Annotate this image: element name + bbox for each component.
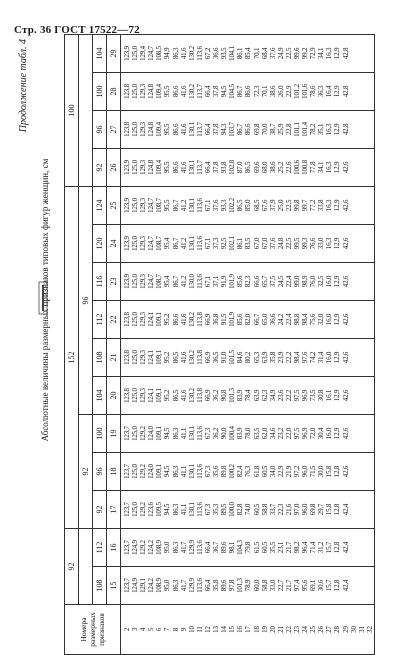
sub-col: 104 [93,377,107,415]
row-label-header: Номера размерных признаков [65,605,121,655]
group-b-sub-96: 96 [79,186,93,414]
header-row-1 [65,34,79,654]
sub-col: 100 [93,415,107,453]
header-row-sub [93,34,107,654]
sub-col: 92 [93,491,107,529]
sub-col: 108 [93,567,107,605]
data-column-cell: 123,7 125,0 129,2 124,0 109,1 94,5 86,3 41,1 130,1 113,6 67,3 35,6 89,8 100,2 82,4 76,3 61,8 60,5 34,0 22,9 21,9 97,2 96,0 71,5 30,0 15,8 12,8 42,6 [121,453,375,491]
data-column-cell: 123,9 125,0 129,3 124,7 108,7 95,4 86,7 41,2 130,1 113,6 67,1 37,3 92,5 102,1 86,1 83,5 67,0 67,0 37,6 24,8 22,5 99,5 99,3 76,6 33,0 16,3 12,9 42,6 [121,225,375,263]
group-b-header: 152 [65,186,79,528]
stamp-mark-icon [36,281,50,315]
rotated-table-area [16,35,408,655]
continuation-label: Продолжение табл. 4 [18,39,29,133]
data-column-cell: 123,8 125,0 129,3 124,1 109,1 95,2 86,5 41,6 130,2 113,8 66,9 36,2 90,8 101,3 83,9 78,4 63,9 62,3 34,9 23,6 22,2 97,5 96,9 73,5 30,8 16,1 12,9 42,6 [121,377,375,415]
sub-col: 96 [93,110,107,148]
sub-col: 108 [93,339,107,377]
col-number: 17 [107,491,121,529]
data-column-cell: 123,9 125,0 129,3 124,8 109,4 95,5 86,6 41,6 130,1 113,7 66,4 37,8 93,8 102,8 87,0 86,5 69,6 68,0 38,6 25,2 22,6 100,6 100,8 77,8 34,1 16,3 12,9 42,6 [121,148,375,186]
col-number: 27 [107,110,121,148]
data-body-row [121,34,375,654]
data-column-cell: 123,7 124,9 129,2 124,2 108,9 95,0 86,3 41,7 129,9 113,6 66,4 36,7 89,6 98,1 104,3 79,8 61,5 60,5 35,5 23,1 21,7 98,2 96,4 71,4 31,2 15,7 12,8 42,4 [121,529,375,567]
group-c-spacer [79,34,93,186]
col-number: 16 [107,529,121,567]
col-number: 21 [107,339,121,377]
data-column-cell: 123,7 125,0 129,2 124,0 109,1 94,5 86,3 41,1 130,1 113,6 67,3 36,2 90,0 100,4 83,9 78,0 63,5 62,0 34,6 23,2 22,0 97,5 96,9 72,0 30,4 16,0 12,9 42,6 [121,415,375,453]
data-column-cell: 123,8 125,0 129,3 124,8 109,4 95,5 86,6 41,6 130,2 113,7 66,4 37,8 94,5 104,5 86,7 86,6 72,3 70,1 38,6 26,0 22,9 101,2 101,6 78,6 36,3 16,4 12,9 42,8 [121,72,375,110]
col-number: 22 [107,301,121,339]
sub-col: 116 [93,263,107,301]
data-column-cell: 123,9 125,0 129,4 124,7 108,5 94,9 86,3 41,6 130,2 113,6 67,2 36,6 93,5 104,1 86,1 85,4 70,1 68,4 37,6 24,9 22,5 99,6 99,2 72,9 34,1 16,3 12,9 42,8 [121,34,375,72]
page-header: Стр. 36 ГОСТ 17522—72 [14,24,140,36]
sub-col: 96 [93,453,107,491]
table-caption: Абсолютные величины размерных признаков типовых фигур женщин, см [40,158,50,442]
col-number: 19 [107,415,121,453]
data-column-cell: 123,8 125,0 129,3 124,1 109,1 95,2 86,5 41,6 130,2 113,8 66,9 36,5 91,0 101,5 84,6 80,2 65,3 63,9 35,8 23,9 22,2 98,4 97,6 74,2 31,4 16,0 12,9 42,6 [121,339,375,377]
row-number-cell: 2 3 4 5 6 7 8 9 10 11 12 13 14 15 16 17 18 19 20 21 22 23 24 25 26 27 28 29 30 31 32 [121,605,375,655]
col-number: 24 [107,225,121,263]
group-a-header: 92 [65,529,79,605]
data-table [64,34,375,655]
data-column-cell: 123,7 124,9 129,1 124,2 108,9 95,0 86,3 41,7 129,9 113,6 66,4 35,8 89,6 97,8 101,3 78,9 60,0 58,8 33,0 22,7 21,7 97,4 95,6 69,1 30,6 15,7 12,8 42,4 [121,567,375,605]
col-number: 18 [107,453,121,491]
group-c-header: 100 [65,34,79,186]
data-column-cell: 123,8 125,0 129,3 124,1 109,1 95,2 86,6 41,6 130,2 113,8 66,9 36,8 91,5 101,9 85,6 82,0 66,7 65,0 36,6 24,2 22,4 98,8 98,4 75,6 32,0 16,0 12,9 42,6 [121,301,375,339]
group-a-spacer [79,529,93,605]
col-number: 20 [107,377,121,415]
sub-col: 124 [93,186,107,224]
sub-col: 120 [93,225,107,263]
header-row-2 [79,34,93,654]
col-number: 26 [107,148,121,186]
data-column-cell: 123,7 125,0 129,2 123,6 109,5 94,5 86,3 41,1 130,1 113,6 67,3 35,3 89,5 100,0 82,8 74,0 60,5 58,8 33,7 22,3 21,6 97,0 96,0 69,8 29,7 15,8 12,8 42,4 [121,491,375,529]
sub-col: 112 [93,529,107,567]
col-number: 29 [107,34,121,72]
sub-col: 112 [93,301,107,339]
data-column-cell: 123,8 125,0 129,3 124,8 109,4 95,5 86,6 41,6 130,1 113,7 66,4 37,8 94,3 103,7 86,7 86,6 69,8 70,0 38,7 25,9 22,8 101,1 101,4 78,2 35,1 16,3 12,9 42,8 [121,110,375,148]
data-column-cell: 123,9 125,0 129,3 124,7 108,7 95,4 86,7 41,2 130,0 113,6 67,1 37,1 91,9 101,9 85,6 82,3 66,6 65,7 37,5 24,5 22,4 99,0 98,9 76,0 32,5 16,0 12,9 42,6 [121,263,375,301]
data-column-cell: 123,9 125,0 129,3 124,7 108,7 95,5 86,7 41,2 130,1 113,6 67,1 37,6 93,3 102,2 86,5 85,0 68,5 67,6 37,9 25,0 22,5 99,8 99,7 77,2 33,8 16,3 12,9 42,6 [121,186,375,224]
col-number: 23 [107,263,121,301]
col-number: 25 [107,186,121,224]
sub-col: 104 [93,34,107,72]
sub-col: 100 [93,72,107,110]
col-number: 15 [107,567,121,605]
group-b-sub-92: 92 [79,415,93,529]
sub-col: 92 [93,148,107,186]
header-row-numbers [107,34,121,654]
col-number: 28 [107,72,121,110]
